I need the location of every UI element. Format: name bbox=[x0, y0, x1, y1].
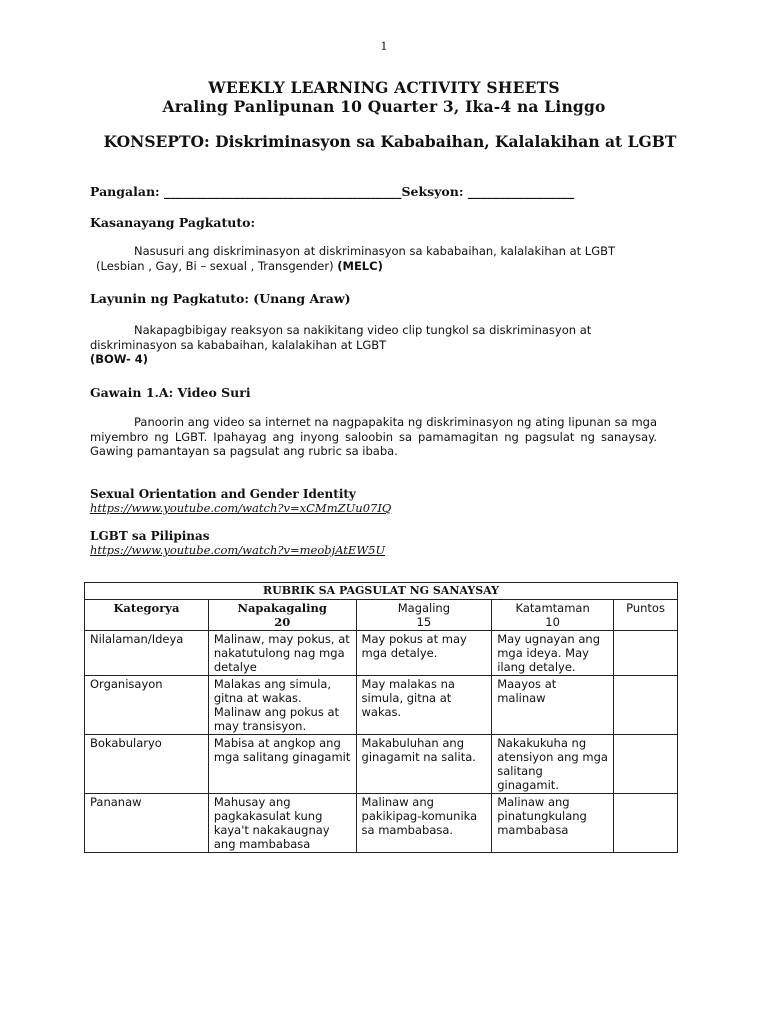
name-section-field: Pangalan: ______________________________________Seksyon: _________________ bbox=[90, 184, 575, 199]
table-row bbox=[85, 631, 678, 676]
page-number: 1 bbox=[380, 40, 388, 53]
puntos-cell[interactable] bbox=[614, 794, 678, 853]
katamtaman-cell: Maayos at malinaw bbox=[492, 676, 614, 735]
layunin-paragraph bbox=[90, 323, 657, 352]
header-magaling: Magaling 15 bbox=[356, 600, 492, 631]
konsepto-heading: KONSEPTO: Diskriminasyon sa Kababaihan, Kalalakihan at LGBT bbox=[103, 132, 677, 151]
table-row bbox=[85, 794, 678, 853]
layunin-heading: Layunin ng Pagkatuto: (Unang Araw) bbox=[90, 291, 351, 306]
header-puntos: Puntos bbox=[614, 600, 678, 631]
puntos-cell[interactable] bbox=[614, 631, 678, 676]
melc-code: (MELC) bbox=[337, 258, 383, 273]
magaling-cell: Malinaw ang pakikipag-komunika sa mambabasa. bbox=[356, 794, 492, 853]
kasanayan-text: Nasusuri ang diskriminasyon at diskriminasyon sa kababaihan, kalalakihan at LGBT (Lesbian , Gay, Bi – sexual , Transgender) bbox=[96, 244, 616, 273]
header-napakagaling: Napakagaling 20 bbox=[208, 600, 356, 631]
video-link-2[interactable]: https://www.youtube.com/watch?v=meobjAtEW5U bbox=[90, 543, 386, 557]
puntos-cell[interactable] bbox=[614, 735, 678, 794]
header-kategorya: Kategorya bbox=[85, 600, 209, 631]
category-cell: Organisayon bbox=[85, 676, 209, 735]
katamtaman-cell: May ugnayan ang mga ideya. May ilang detalye. bbox=[492, 631, 614, 676]
video-link-1[interactable]: https://www.youtube.com/watch?v=xCMmZUu07IQ bbox=[90, 501, 392, 515]
rubric-caption-row bbox=[85, 583, 678, 600]
table-row bbox=[85, 676, 678, 735]
puntos-cell[interactable] bbox=[614, 676, 678, 735]
link-title-2: LGBT sa Pilipinas bbox=[90, 529, 210, 543]
napakagaling-cell: Mabisa at angkop ang mga salitang ginagamit bbox=[208, 735, 356, 794]
napakagaling-cell: Malinaw, may pokus, at nakatutulong nag mga detalye bbox=[208, 631, 356, 676]
magaling-cell: May pokus at may mga detalye. bbox=[356, 631, 492, 676]
kasanayan-paragraph bbox=[96, 244, 658, 273]
link-title-1: Sexual Orientation and Gender Identity bbox=[90, 487, 356, 501]
rubric-table bbox=[84, 582, 678, 853]
rubric-caption: RUBRIK SA PAGSULAT NG SANAYSAY bbox=[85, 583, 678, 600]
document-subtitle: Araling Panlipunan 10 Quarter 3, Ika-4 na Linggo bbox=[162, 97, 606, 116]
rubric-header-row bbox=[85, 600, 678, 631]
gawain-paragraph: Panoorin ang video sa internet na nagpapakita ng diskriminasyon ng ating lipunan sa mga miyembro ng LGBT. Ipahayag ang inyong saloobin sa pamamagitan ng pagsulat ng sanaysay. Gawing pamantayan sa pagsulat ang rubric sa ibaba. bbox=[90, 415, 657, 458]
header-katamtaman: Katamtaman 10 bbox=[492, 600, 614, 631]
katamtaman-cell: Nakakukuha ng atensiyon ang mga salitang ginagamit. bbox=[492, 735, 614, 794]
category-cell: Nilalaman/Ideya bbox=[85, 631, 209, 676]
category-cell: Bokabularyo bbox=[85, 735, 209, 794]
magaling-cell: May malakas na simula, gitna at wakas. bbox=[356, 676, 492, 735]
napakagaling-cell: Malakas ang simula, gitna at wakas. Malinaw ang pokus at may transisyon. bbox=[208, 676, 356, 735]
gawain-heading: Gawain 1.A: Video Suri bbox=[90, 385, 251, 400]
layunin-text: Nakapagbibigay reaksyon sa nakikitang video clip tungkol sa diskriminasyon at diskriminasyon sa kababaihan, kalalakihan at LGBT bbox=[90, 323, 592, 352]
category-cell: Pananaw bbox=[85, 794, 209, 853]
katamtaman-cell: Malinaw ang pinatungkulang mambabasa bbox=[492, 794, 614, 853]
table-row bbox=[85, 735, 678, 794]
napakagaling-cell: Mahusay ang pagkakasulat kung kaya't nakakaugnay ang mambabasa bbox=[208, 794, 356, 853]
kasanayan-heading: Kasanayang Pagkatuto: bbox=[90, 215, 256, 230]
document-title: WEEKLY LEARNING ACTIVITY SHEETS bbox=[208, 78, 560, 97]
bow-code: (BOW- 4) bbox=[90, 352, 148, 366]
magaling-cell: Makabuluhan ang ginagamit na salita. bbox=[356, 735, 492, 794]
